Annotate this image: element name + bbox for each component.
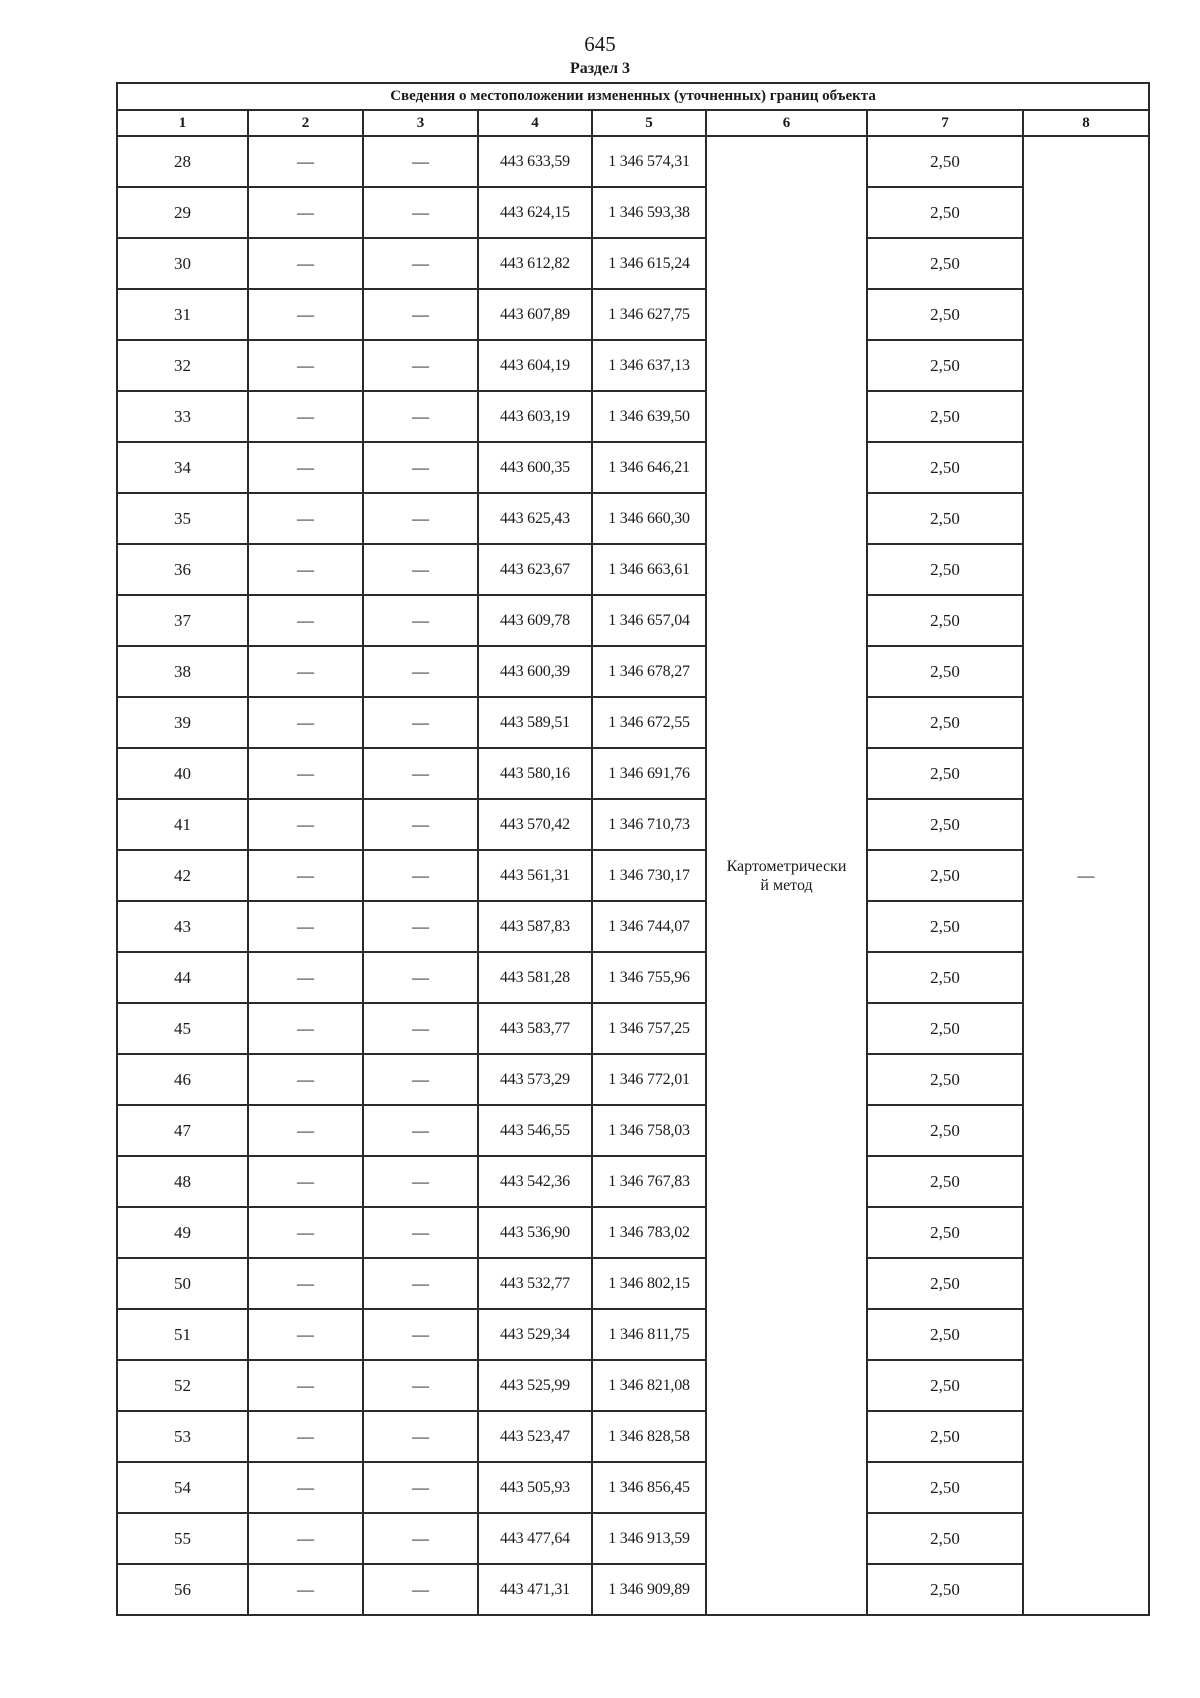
column-3-cell: — [363,187,478,238]
y-coordinate-cell: 1 346 660,30 [592,493,706,544]
x-coordinate-cell: 443 600,35 [478,442,592,493]
accuracy-cell: 2,50 [867,952,1023,1003]
accuracy-cell: 2,50 [867,1513,1023,1564]
accuracy-cell: 2,50 [867,1054,1023,1105]
accuracy-cell: 2,50 [867,442,1023,493]
x-coordinate-cell: 443 603,19 [478,391,592,442]
accuracy-cell: 2,50 [867,544,1023,595]
table-row [117,952,1149,1003]
point-number-cell: 29 [117,187,248,238]
point-number-cell: 45 [117,1003,248,1054]
point-number-cell: 44 [117,952,248,1003]
accuracy-cell: 2,50 [867,1411,1023,1462]
point-number-cell: 31 [117,289,248,340]
column-2-cell: — [248,850,363,901]
column-number: 8 [1023,110,1149,136]
accuracy-cell: 2,50 [867,493,1023,544]
x-coordinate-cell: 443 505,93 [478,1462,592,1513]
x-coordinate-cell: 443 536,90 [478,1207,592,1258]
column-2-cell: — [248,952,363,1003]
x-coordinate-cell: 443 583,77 [478,1003,592,1054]
x-coordinate-cell: 443 612,82 [478,238,592,289]
column-3-cell: — [363,1513,478,1564]
accuracy-cell: 2,50 [867,187,1023,238]
table-row [117,901,1149,952]
table-row [117,799,1149,850]
accuracy-cell: 2,50 [867,238,1023,289]
column-3-cell: — [363,340,478,391]
column-number: 1 [117,110,248,136]
column-2-cell: — [248,493,363,544]
table-row [117,340,1149,391]
table-row [117,1411,1149,1462]
x-coordinate-cell: 443 532,77 [478,1258,592,1309]
y-coordinate-cell: 1 346 767,83 [592,1156,706,1207]
column-number: 4 [478,110,592,136]
x-coordinate-cell: 443 561,31 [478,850,592,901]
accuracy-cell: 2,50 [867,646,1023,697]
column-2-cell: — [248,595,363,646]
x-coordinate-cell: 443 624,15 [478,187,592,238]
column-2-cell: — [248,1513,363,1564]
accuracy-cell: 2,50 [867,1462,1023,1513]
column-2-cell: — [248,646,363,697]
y-coordinate-cell: 1 346 909,89 [592,1564,706,1615]
y-coordinate-cell: 1 346 828,58 [592,1411,706,1462]
point-number-cell: 53 [117,1411,248,1462]
accuracy-cell: 2,50 [867,289,1023,340]
accuracy-cell: 2,50 [867,1309,1023,1360]
table-row [117,493,1149,544]
column-2-cell: — [248,748,363,799]
y-coordinate-cell: 1 346 663,61 [592,544,706,595]
x-coordinate-cell: 443 633,59 [478,136,592,187]
x-coordinate-cell: 443 525,99 [478,1360,592,1411]
point-number-cell: 40 [117,748,248,799]
y-coordinate-cell: 1 346 593,38 [592,187,706,238]
table-row [117,136,1149,187]
column-3-cell: — [363,1258,478,1309]
point-number-cell: 34 [117,442,248,493]
accuracy-cell: 2,50 [867,850,1023,901]
column-2-cell: — [248,289,363,340]
table-row [117,748,1149,799]
table-row [117,850,1149,901]
column-3-cell: — [363,493,478,544]
y-coordinate-cell: 1 346 772,01 [592,1054,706,1105]
table-row [117,697,1149,748]
method-text-line: Картометрически [726,857,847,875]
y-coordinate-cell: 1 346 755,96 [592,952,706,1003]
page-number: 645 [584,32,616,56]
column-2-cell: — [248,442,363,493]
y-coordinate-cell: 1 346 678,27 [592,646,706,697]
column-2-cell: — [248,1309,363,1360]
x-coordinate-cell: 443 609,78 [478,595,592,646]
table-row [117,1156,1149,1207]
point-number-cell: 33 [117,391,248,442]
column-2-cell: — [248,1054,363,1105]
column-2-cell: — [248,1411,363,1462]
method-text-line: й метод [760,876,813,894]
y-coordinate-cell: 1 346 639,50 [592,391,706,442]
accuracy-cell: 2,50 [867,340,1023,391]
table-row [117,646,1149,697]
point-number-cell: 43 [117,901,248,952]
column-3-cell: — [363,952,478,1003]
column-2-cell: — [248,187,363,238]
column-3-cell: — [363,391,478,442]
column-3-cell: — [363,1309,478,1360]
y-coordinate-cell: 1 346 730,17 [592,850,706,901]
table-row [117,1105,1149,1156]
column-2-cell: — [248,1156,363,1207]
y-coordinate-cell: 1 346 672,55 [592,697,706,748]
accuracy-cell: 2,50 [867,136,1023,187]
x-coordinate-cell: 443 471,31 [478,1564,592,1615]
accuracy-cell: 2,50 [867,1564,1023,1615]
column-number: 6 [706,110,867,136]
point-number-cell: 47 [117,1105,248,1156]
x-coordinate-cell: 443 589,51 [478,697,592,748]
point-number-cell: 42 [117,850,248,901]
column-2-cell: — [248,901,363,952]
section-title: Раздел 3 [569,60,631,77]
column-3-cell: — [363,1462,478,1513]
accuracy-cell: 2,50 [867,1207,1023,1258]
table-row [117,187,1149,238]
column-3-cell: — [363,1411,478,1462]
accuracy-cell: 2,50 [867,1156,1023,1207]
point-number-cell: 37 [117,595,248,646]
x-coordinate-cell: 443 542,36 [478,1156,592,1207]
x-coordinate-cell: 443 604,19 [478,340,592,391]
column-2-cell: — [248,136,363,187]
column-2-cell: — [248,1003,363,1054]
table-body [117,136,1149,1615]
point-number-cell: 52 [117,1360,248,1411]
column-8-cell: — [1023,136,1149,1615]
y-coordinate-cell: 1 346 758,03 [592,1105,706,1156]
column-2-cell: — [248,1207,363,1258]
x-coordinate-cell: 443 573,29 [478,1054,592,1105]
table-row [117,1564,1149,1615]
column-3-cell: — [363,238,478,289]
point-number-cell: 28 [117,136,248,187]
y-coordinate-cell: 1 346 913,59 [592,1513,706,1564]
column-3-cell: — [363,136,478,187]
point-number-cell: 39 [117,697,248,748]
accuracy-cell: 2,50 [867,697,1023,748]
point-number-cell: 51 [117,1309,248,1360]
point-number-cell: 55 [117,1513,248,1564]
table-row [117,1309,1149,1360]
point-number-cell: 38 [117,646,248,697]
column-2-cell: — [248,799,363,850]
accuracy-cell: 2,50 [867,748,1023,799]
x-coordinate-cell: 443 600,39 [478,646,592,697]
column-3-cell: — [363,1054,478,1105]
column-3-cell: — [363,1105,478,1156]
accuracy-cell: 2,50 [867,1360,1023,1411]
column-3-cell: — [363,1003,478,1054]
column-3-cell: — [363,901,478,952]
column-2-cell: — [248,238,363,289]
x-coordinate-cell: 443 546,55 [478,1105,592,1156]
column-2-cell: — [248,697,363,748]
column-2-cell: — [248,544,363,595]
y-coordinate-cell: 1 346 691,76 [592,748,706,799]
point-number-cell: 30 [117,238,248,289]
column-2-cell: — [248,340,363,391]
column-2-cell: — [248,1258,363,1309]
y-coordinate-cell: 1 346 811,75 [592,1309,706,1360]
column-3-cell: — [363,544,478,595]
column-2-cell: — [248,1462,363,1513]
table-row [117,1003,1149,1054]
column-3-cell: — [363,595,478,646]
accuracy-cell: 2,50 [867,391,1023,442]
column-number: 5 [592,110,706,136]
accuracy-cell: 2,50 [867,1258,1023,1309]
y-coordinate-cell: 1 346 821,08 [592,1360,706,1411]
point-number-cell: 46 [117,1054,248,1105]
column-3-cell: — [363,289,478,340]
x-coordinate-cell: 443 625,43 [478,493,592,544]
column-3-cell: — [363,697,478,748]
accuracy-cell: 2,50 [867,1003,1023,1054]
table-row [117,595,1149,646]
y-coordinate-cell: 1 346 757,25 [592,1003,706,1054]
table-row [117,442,1149,493]
point-number-cell: 48 [117,1156,248,1207]
column-3-cell: — [363,1156,478,1207]
column-2-cell: — [248,1360,363,1411]
x-coordinate-cell: 443 580,16 [478,748,592,799]
table-row [117,1258,1149,1309]
table-row [117,1513,1149,1564]
accuracy-cell: 2,50 [867,799,1023,850]
column-number: 3 [363,110,478,136]
column-number: 7 [867,110,1023,136]
x-coordinate-cell: 443 529,34 [478,1309,592,1360]
point-number-cell: 54 [117,1462,248,1513]
point-number-cell: 32 [117,340,248,391]
column-3-cell: — [363,1207,478,1258]
table-row [117,1207,1149,1258]
point-number-cell: 50 [117,1258,248,1309]
boundary-coordinates-table [116,82,1150,1616]
x-coordinate-cell: 443 570,42 [478,799,592,850]
column-number-row [117,110,1149,136]
y-coordinate-cell: 1 346 657,04 [592,595,706,646]
column-2-cell: — [248,1105,363,1156]
column-3-cell: — [363,799,478,850]
x-coordinate-cell: 443 523,47 [478,1411,592,1462]
column-3-cell: — [363,1360,478,1411]
table-row [117,289,1149,340]
column-number: 2 [248,110,363,136]
point-number-cell: 35 [117,493,248,544]
y-coordinate-cell: 1 346 615,24 [592,238,706,289]
table-caption: Сведения о местоположении измененных (уточненных) границ объекта [117,83,1149,110]
y-coordinate-cell: 1 346 710,73 [592,799,706,850]
y-coordinate-cell: 1 346 646,21 [592,442,706,493]
y-coordinate-cell: 1 346 574,31 [592,136,706,187]
column-2-cell: — [248,391,363,442]
accuracy-cell: 2,50 [867,595,1023,646]
x-coordinate-cell: 443 607,89 [478,289,592,340]
y-coordinate-cell: 1 346 783,02 [592,1207,706,1258]
accuracy-cell: 2,50 [867,901,1023,952]
y-coordinate-cell: 1 346 627,75 [592,289,706,340]
table-row [117,1054,1149,1105]
x-coordinate-cell: 443 581,28 [478,952,592,1003]
table-row [117,1360,1149,1411]
column-3-cell: — [363,748,478,799]
table-row [117,391,1149,442]
column-3-cell: — [363,1564,478,1615]
x-coordinate-cell: 443 587,83 [478,901,592,952]
point-number-cell: 56 [117,1564,248,1615]
x-coordinate-cell: 443 477,64 [478,1513,592,1564]
y-coordinate-cell: 1 346 744,07 [592,901,706,952]
accuracy-cell: 2,50 [867,1105,1023,1156]
table-row [117,1462,1149,1513]
y-coordinate-cell: 1 346 637,13 [592,340,706,391]
x-coordinate-cell: 443 623,67 [478,544,592,595]
y-coordinate-cell: 1 346 802,15 [592,1258,706,1309]
point-number-cell: 36 [117,544,248,595]
point-number-cell: 41 [117,799,248,850]
column-3-cell: — [363,442,478,493]
method-cell [706,136,867,1615]
column-3-cell: — [363,646,478,697]
column-3-cell: — [363,850,478,901]
table-row [117,544,1149,595]
y-coordinate-cell: 1 346 856,45 [592,1462,706,1513]
point-number-cell: 49 [117,1207,248,1258]
column-2-cell: — [248,1564,363,1615]
table-row [117,238,1149,289]
